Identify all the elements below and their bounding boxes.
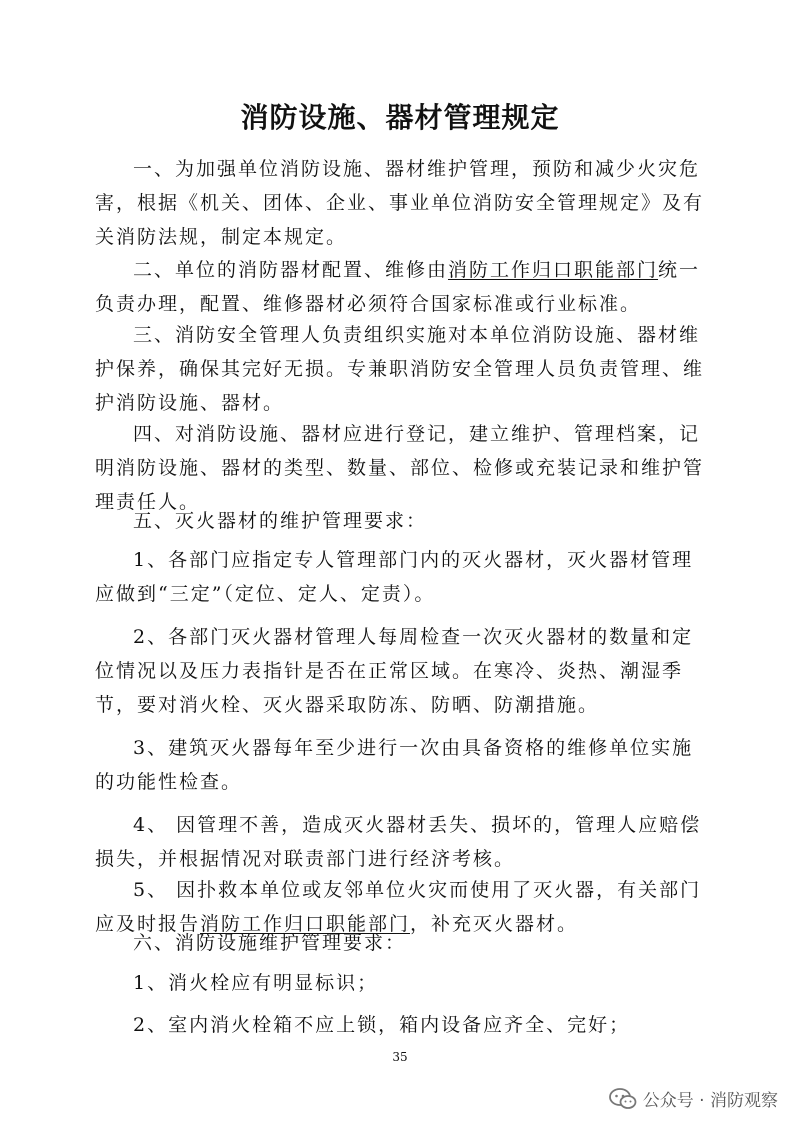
paragraph-2-after: 统一负责办理，配置、维修器材必须符合国家标准或行业标准。 [95,259,701,315]
paragraph-7: 2、各部门灭火器材管理人每周检查一次灭火器材的数量和定位情况以及压力表指针是否在正常区域。在寒冷、炎热、潮湿季节，要对消火栓、灭火器采取防冻、防晒、防潮措施。 [95,626,694,716]
paragraph-2-before: 二、单位的消防器材配置、维修由 [133,259,449,281]
paragraph-2-underlined: 消防工作归口职能部门 [448,259,659,281]
watermark [609,1086,778,1111]
paragraph-8: 3、建筑灭火器每年至少进行一次由具备资格的维修单位实施的功能性检查。 [95,737,694,793]
paragraph-1: 一、为加强单位消防设施、器材维护管理，预防和减少火灾危害，根据《机关、团体、企业、事业单位消防安全管理规定》及有关消防法规，制定本规定。 [95,158,705,248]
paragraph-2 [95,253,713,321]
paragraph-6: 1、各部门应指定专人管理部门内的灭火器材，灭火器材管理应做到“三定”（定位、定人、定责）。 [95,549,694,605]
paragraph-10-underlined: 消防工作归口职能部门 [200,913,411,935]
wechat-icon [609,1088,637,1110]
paragraph-10-after: ，补充灭火器材。 [410,913,579,935]
paragraph-11: 六、消防设施维护管理要求： [133,932,407,954]
watermark-text: 公众号 · 消防观察 [642,1091,778,1111]
page-number: 35 [392,1050,408,1064]
paragraph-13: 2、室内消火栓箱不应上锁，箱内设备应齐全、完好； [133,1014,631,1036]
paragraph-3: 三、消防安全管理人负责组织实施对本单位消防设施、器材维护保养，确保其完好无损。专兼职消防安全管理人员负责管理、维护消防设施、器材。 [95,324,705,414]
paragraph-12: 1、消火栓应有明显标识； [133,972,379,994]
paragraph-10-before: 5、 因扑救本单位或友邻单位火灾而使用了灭火器，有关部门应及时报告 [95,879,702,935]
paragraph-5: 五、灭火器材的维护管理要求： [133,510,428,532]
paragraph-9: 4、 因管理不善，造成灭火器材丢失、损坏的，管理人应赔偿损失，并根据情况对联责部门进行经济考核。 [95,814,702,870]
paragraph-4: 四、对消防设施、器材应进行登记，建立维护、管理档案，记明消防设施、器材的类型、数量、部位、检修或充装记录和维护管理责任人。 [95,423,705,513]
document-title: 消防设施、器材管理规定 [240,101,560,134]
